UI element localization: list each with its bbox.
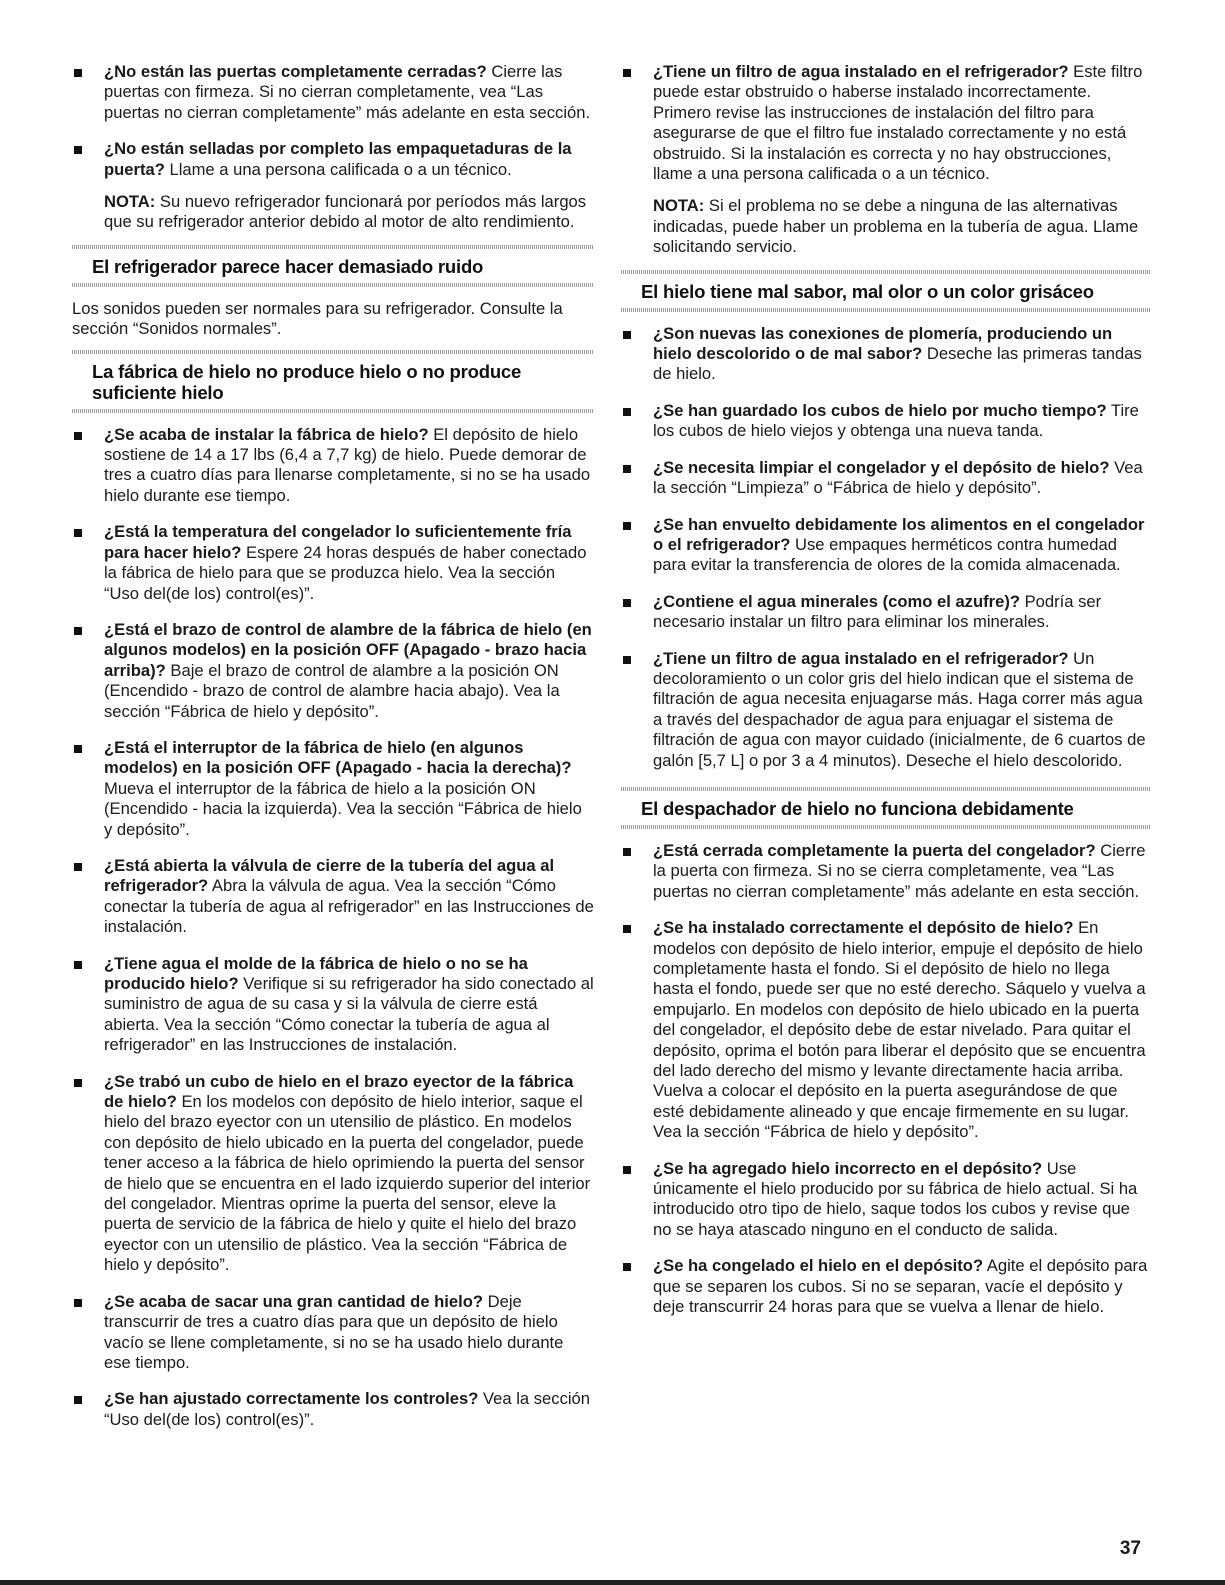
- list-item: [621, 324, 1151, 385]
- section-title: El despachador de hielo no funciona debidamente: [641, 797, 1074, 819]
- item-answer: Agite el depósito para que se separen los cubos. Si no se separan, vacíe el depósito y deje transcurrir 24 horas para que se vuelva a llenar de hielo.: [653, 1256, 1148, 1317]
- item-answer: El depósito de hielo sostiene de 14 a 17 lbs (6,4 a 7,7 kg) de hielo. Puede demorar de tres a cuatro días para llenarse completamente, si no se ha usado hielo durante ese tiempo.: [104, 424, 591, 505]
- item-question: ¿Tiene agua el molde de la fábrica de hielo o no se ha producido hielo?: [104, 953, 528, 993]
- item-answer: Deje transcurrir de tres a cuatro días para que un depósito de hielo vacío se llene completamente, si no se ha usado hielo durante ese tiempo.: [104, 1291, 564, 1372]
- item-answer: Espere 24 horas después de haber conectado la fábrica de hielo para que se produzca hielo. Vea la sección “Uso del(de los) control(es)”.: [104, 542, 587, 603]
- section-title: El refrigerador parece hacer demasiado ruido: [92, 255, 484, 277]
- divider: [621, 270, 1151, 274]
- list-item: [621, 918, 1151, 1142]
- list-item: [621, 515, 1151, 576]
- section-title: El hielo tiene mal sabor, mal olor o un color grisáceo: [641, 280, 1094, 302]
- item-answer: Use empaques herméticos contra humedad para evitar la transferencia de olores de la comida almacenada.: [653, 534, 1121, 575]
- item-question: ¿Está cerrada completamente la puerta del congelador?: [653, 840, 1096, 860]
- item-answer: Podría ser necesario instalar un filtro para eliminar los minerales.: [653, 591, 1102, 632]
- item-answer: Baje el brazo de control de alambre a la posición ON (Encendido - brazo de control de alambre hacia abajo). Vea la sección “Fábrica de hielo y depósito”.: [104, 660, 560, 721]
- list-item: [72, 856, 594, 938]
- item-answer: Deseche las primeras tandas de hielo.: [653, 344, 1142, 384]
- item-question: ¿Se trabó un cubo de hielo en el brazo eyector de la fábrica de hielo?: [104, 1071, 574, 1112]
- item-question: ¿Se han ajustado correctamente los controles?: [104, 1389, 479, 1409]
- item-question: ¿Se acaba de sacar una gran cantidad de hielo?: [104, 1291, 484, 1311]
- item-answer: Cierre la puerta con firmeza. Si no se cierra completamente, vea “Las puertas no cierran completamente” más adelante en esta sección.: [653, 840, 1146, 901]
- item-question: ¿Se ha congelado el hielo en el depósito?: [653, 1256, 984, 1276]
- item-question: ¿Se ha agregado hielo incorrecto en el depósito?: [653, 1158, 1043, 1178]
- item-answer: Vea la sección “Limpieza” o “Fábrica de hielo y depósito”.: [653, 457, 1143, 498]
- item-question: ¿Son nuevas las conexiones de plomería, produciendo un hielo descolorido o de mal sabor?: [653, 323, 1113, 364]
- list-item: [621, 401, 1151, 442]
- item-answer: Cierre las puertas con firmeza. Si no cierran completamente, vea “Las puertas no cierran completamente” más adelante en esta sección.: [104, 62, 591, 122]
- item-answer: Llame a una persona calificada o a un técnico.: [164, 159, 512, 179]
- item-question: ¿Contiene el agua minerales (como el azufre)?: [653, 591, 1020, 611]
- list-item: [72, 425, 594, 507]
- page-edge: [0, 1580, 1225, 1585]
- list-item: [621, 649, 1151, 771]
- page-number: 37: [1119, 1538, 1141, 1559]
- item-question: ¿Se acaba de instalar la fábrica de hielo?: [104, 424, 429, 444]
- note-text: Si el problema no se debe a ninguna de las alternativas indicadas, puede haber un problema en la tubería de agua. Llame solicitando servicio.: [653, 196, 1139, 257]
- item-answer: En los modelos con depósito de hielo interior, saque el hielo del brazo eyector con un utensilio de plástico. En modelos con depósito de hielo ubicado en la puerta del congelador, puede tener acceso a la fábrica de hielo oprimiendo la puerta del sensor de hielo que se encuentra en el lado izquierdo superior del interior del congelador. Mientras oprime la puerta del sensor, eleve la puerta de servicio de la fábrica de hielo y quite el hielo del brazo eyector con un utensilio de plástico. Vea la sección “Fábrica de hielo y depósito”.: [104, 1092, 591, 1275]
- item-question: ¿Está abierta la válvula de cierre de la tubería del agua al refrigerador?: [104, 855, 555, 896]
- item-question: ¿Tiene un filtro de agua instalado en el refrigerador?: [653, 62, 1069, 81]
- item-question: ¿Se han envuelto debidamente los alimentos en el congelador o el refrigerador?: [653, 514, 1145, 554]
- item-answer: Vea la sección “Uso del(de los) control(es)”.: [104, 1389, 591, 1429]
- item-question: ¿Tiene un filtro de agua instalado en el refrigerador?: [653, 648, 1069, 668]
- list-item: [72, 522, 594, 604]
- item-answer: Mueva el interruptor de la fábrica de hielo a la posición ON (Encendido - hacia la izquierda). Vea la sección “Fábrica de hielo y depósito”.: [104, 778, 582, 839]
- divider: [621, 787, 1151, 791]
- paragraph: Los sonidos pueden ser normales para su refrigerador. Consulte la sección “Sonidos normales”.: [72, 298, 563, 339]
- list-item: [621, 1159, 1151, 1241]
- divider: [72, 283, 594, 287]
- item-answer: En modelos con depósito de hielo interior, empuje el depósito de hielo completamente hasta el fondo. Si el depósito de hielo no llega hasta el fondo, puede ser que no esté derecho. Sáquelo y vuelva a empujarlo. En modelos con depósito de hielo ubicado en la puerta del congelador, el depósito debe de estar nivelado. Para quitar el depósito, oprima el botón para liberar el depósito que se encuentra del lado derecho del mismo y levante directamente hacia arriba. Vuelva a colocar el depósito en la puerta asegurándose de que esté debidamente alineado y que encaje firmemente en su lugar. Vea la sección “Fábrica de hielo y depósito”.: [653, 918, 1146, 1142]
- note-text: Su nuevo refrigerador funcionará por períodos más largos que su refrigerador anterior debido al motor de alto rendimiento.: [104, 192, 587, 232]
- list-item: [72, 62, 594, 123]
- item-answer: Use únicamente el hielo producido por su fábrica de hielo actual. Si ha introducido otro tipo de hielo, saque todos los cubos y revise que no se haya atascado ninguno en el conducto de salida.: [653, 1158, 1138, 1239]
- right-column: [621, 62, 1151, 1334]
- list-item: [72, 1072, 594, 1276]
- item-question: ¿Está el interruptor de la fábrica de hielo (en algunos modelos) en la posición OFF (Apagado - hacia la derecha)?: [104, 737, 572, 778]
- list-item: [621, 841, 1151, 902]
- item-answer: Este filtro puede estar obstruido o haberse instalado incorrectamente. Primero revise las instrucciones de instalación del filtro para asegurarse de que el filtro fue instalado correctamente y no está obstruido. Si la instalación es correcta y no hay obstrucciones, llame a una persona calificada o a un técnico.: [653, 62, 1143, 184]
- divider: [72, 245, 594, 249]
- section-heading: [72, 350, 594, 413]
- divider: [621, 308, 1151, 312]
- note: [72, 192, 594, 233]
- divider: [72, 350, 594, 354]
- item-question: ¿Está el brazo de control de alambre de la fábrica de hielo (en algunos modelos) en la posición OFF (Apagado - brazo hacia arriba)?: [104, 619, 592, 680]
- list-item: [72, 620, 594, 722]
- list-item: [72, 1292, 594, 1374]
- list-item: [621, 62, 1151, 184]
- section-title: La fábrica de hielo no produce hielo o no produce suficiente hielo: [92, 360, 522, 403]
- list-item: [72, 738, 594, 840]
- list-item: [621, 1256, 1151, 1317]
- list-item: [621, 458, 1151, 499]
- item-question: ¿Se han guardado los cubos de hielo por mucho tiempo?: [653, 400, 1107, 420]
- note: [621, 196, 1151, 257]
- item-answer: Tire los cubos de hielo viejos y obtenga una nueva tanda.: [653, 400, 1139, 441]
- item-question: ¿Se ha instalado correctamente el depósito de hielo?: [653, 918, 1074, 938]
- section-heading: [621, 270, 1151, 312]
- item-answer: Un decoloramiento o un color gris del hielo indican que el sistema de filtración de agua necesita enjuagarse más. Haga correr más agua a través del despachador de agua para enjuagar el sistema de filtración de agua con mayor cuidado (inicialmente, de 6 cuartos de galón [5,7 L] o por 3 a 4 minutos). Deseche el hielo descolorido.: [653, 648, 1146, 770]
- item-answer: Verifique si su refrigerador ha sido conectado al suministro de agua de su casa y si la válvula de cierre está abierta. Vea la sección “Cómo conectar la tubería de agua al refrigerador” en las Instrucciones de instalación.: [104, 974, 594, 1055]
- section-heading: [621, 787, 1151, 829]
- item-question: ¿No están selladas por completo las empaquetaduras de la puerta?: [104, 139, 572, 179]
- list-item: [72, 1389, 594, 1430]
- item-question: ¿Está la temperatura del congelador lo suficientemente fría para hacer hielo?: [104, 522, 572, 562]
- list-item: [621, 592, 1151, 633]
- note-label: NOTA:: [653, 196, 705, 216]
- section-heading: [72, 245, 594, 287]
- list-item: [72, 139, 594, 180]
- list-item: [72, 954, 594, 1056]
- item-answer: Abra la válvula de agua. Vea la sección “Cómo conectar la tubería de agua al refrigerador” en las Instrucciones de instalación.: [104, 876, 594, 937]
- divider: [621, 825, 1151, 829]
- item-question: ¿No están las puertas completamente cerradas?: [104, 62, 487, 81]
- left-column: [72, 62, 594, 1446]
- note-label: NOTA:: [104, 192, 156, 212]
- divider: [72, 409, 594, 413]
- item-question: ¿Se necesita limpiar el congelador y el depósito de hielo?: [653, 457, 1110, 477]
